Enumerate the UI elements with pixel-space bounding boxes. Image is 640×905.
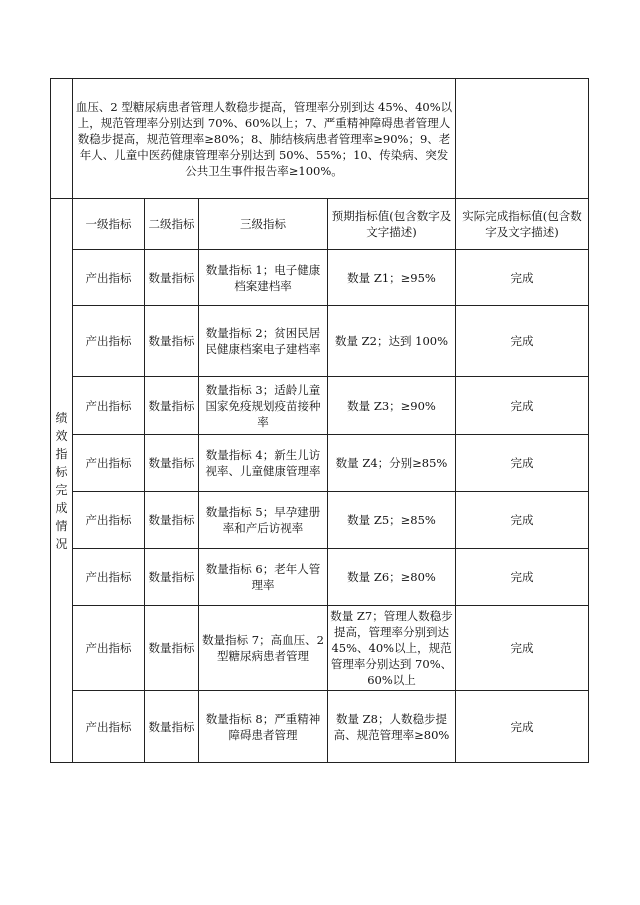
- table-row: [51, 250, 589, 306]
- level2-cell: 数量指标: [145, 377, 199, 435]
- section-label-performance: [51, 199, 73, 763]
- table-row: [51, 691, 589, 763]
- level1-cell: 产出指标: [73, 435, 145, 492]
- level3-cell: 数量指标 6；老年人管理率: [199, 549, 328, 606]
- level2-cell: 数量指标: [145, 691, 199, 763]
- annual-target-text: 血压、2 型糖尿病患者管理人数稳步提高，管理率分别到达 45%、40%以上，规范管理率分别达到 70%、60%以上；7、严重精神障碍患者管理人数稳步提高，规范管理率≥80%；8、肺结核病患者管理率≥90%；9、老年人、儿童中医药健康管理率分别达到 50%、55%；10、传染病、突发公共卫生事件报告率≥100%。: [73, 79, 456, 199]
- header-actual-value: 实际完成指标值(包含数字及文字描述): [456, 199, 589, 250]
- level3-cell: 数量指标 8；严重精神障碍患者管理: [199, 691, 328, 763]
- level2-cell: 数量指标: [145, 492, 199, 549]
- actual-cell: 完成: [456, 606, 589, 691]
- performance-table: [50, 78, 589, 763]
- header-level1: 一级指标: [73, 199, 145, 250]
- left-gutter-cell: [51, 79, 73, 199]
- level2-cell: 数量指标: [145, 306, 199, 377]
- level3-cell: 数量指标 7；高血压、2 型糖尿病患者管理: [199, 606, 328, 691]
- empty-cell: [456, 79, 589, 199]
- table-row: [51, 377, 589, 435]
- level2-cell: 数量指标: [145, 606, 199, 691]
- header-row: [51, 199, 589, 250]
- level1-cell: 产出指标: [73, 549, 145, 606]
- table-row: [51, 306, 589, 377]
- target-continuation-row: [51, 79, 589, 199]
- expected-cell: 数量 Z3；≥90%: [328, 377, 456, 435]
- actual-cell: 完成: [456, 492, 589, 549]
- expected-cell: 数量 Z2；达到 100%: [328, 306, 456, 377]
- level1-cell: 产出指标: [73, 691, 145, 763]
- level3-cell: 数量指标 4；新生儿访视率、儿童健康管理率: [199, 435, 328, 492]
- level3-cell: 数量指标 1；电子健康档案建档率: [199, 250, 328, 306]
- level1-cell: 产出指标: [73, 377, 145, 435]
- expected-cell: 数量 Z6；≥80%: [328, 549, 456, 606]
- header-expected-value: 预期指标值(包含数字及文字描述): [328, 199, 456, 250]
- level1-cell: 产出指标: [73, 306, 145, 377]
- section-label-text: 绩 效 指 标 完 成 情 况: [55, 410, 68, 551]
- level3-cell: 数量指标 2；贫困民居民健康档案电子建档率: [199, 306, 328, 377]
- actual-cell: 完成: [456, 250, 589, 306]
- expected-cell: 数量 Z1；≥95%: [328, 250, 456, 306]
- level1-cell: 产出指标: [73, 250, 145, 306]
- expected-cell: 数量 Z7；管理人数稳步提高，管理率分别到达 45%、40%以上，规范管理率分别达到 70%、60%以上: [328, 606, 456, 691]
- header-level3: 三级指标: [199, 199, 328, 250]
- expected-cell: 数量 Z8；人数稳步提高、规范管理率≥80%: [328, 691, 456, 763]
- level1-cell: 产出指标: [73, 492, 145, 549]
- actual-cell: 完成: [456, 435, 589, 492]
- actual-cell: 完成: [456, 691, 589, 763]
- header-level2: 二级指标: [145, 199, 199, 250]
- expected-cell: 数量 Z5；≥85%: [328, 492, 456, 549]
- level3-cell: 数量指标 5；早孕建册率和产后访视率: [199, 492, 328, 549]
- actual-cell: 完成: [456, 306, 589, 377]
- table-row: [51, 435, 589, 492]
- level3-cell: 数量指标 3；适龄儿童国家免疫规划疫苗接种率: [199, 377, 328, 435]
- table-row: [51, 549, 589, 606]
- table-row: [51, 606, 589, 691]
- level2-cell: 数量指标: [145, 549, 199, 606]
- level1-cell: 产出指标: [73, 606, 145, 691]
- actual-cell: 完成: [456, 549, 589, 606]
- table-row: [51, 492, 589, 549]
- actual-cell: 完成: [456, 377, 589, 435]
- level2-cell: 数量指标: [145, 435, 199, 492]
- expected-cell: 数量 Z4；分别≥85%: [328, 435, 456, 492]
- level2-cell: 数量指标: [145, 250, 199, 306]
